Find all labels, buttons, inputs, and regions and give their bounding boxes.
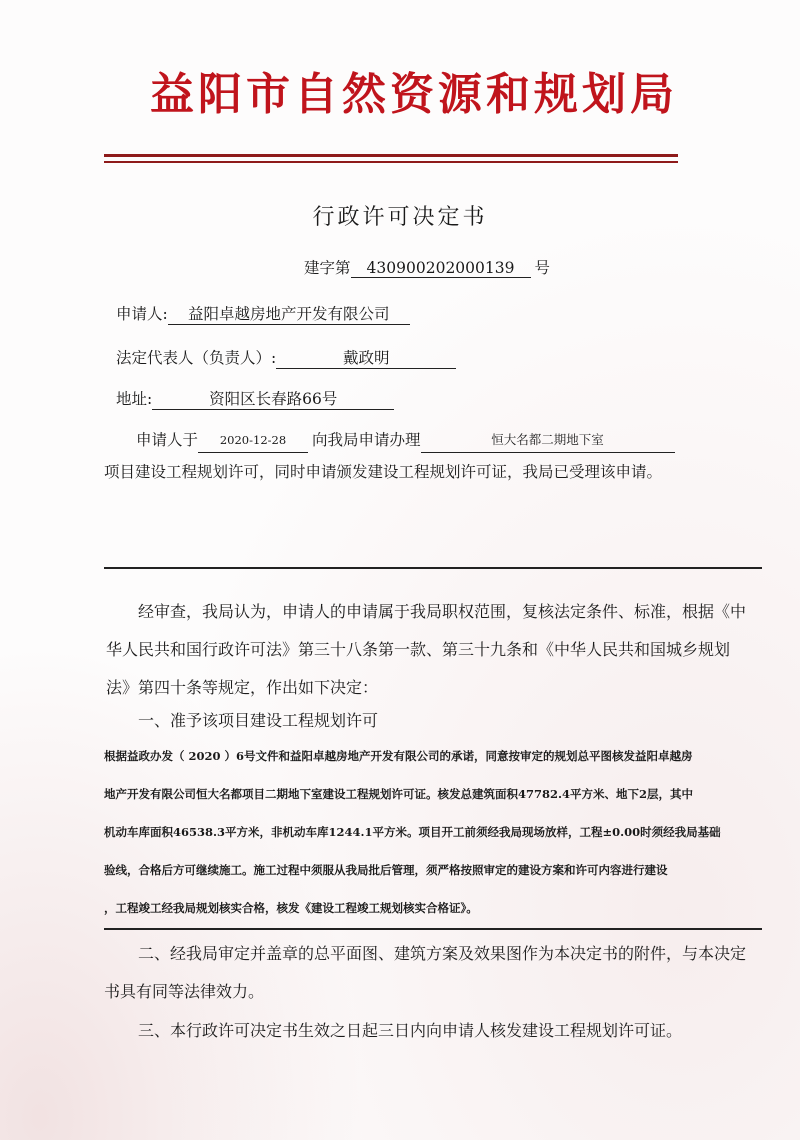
decision-1-line: ，工程竣工经我局规划核实合格，核发《建设工程竣工规划核实合格证》。 <box>104 901 478 915</box>
document-number-suffix: 号 <box>534 259 551 277</box>
legal-rep-value: 戴政明 <box>276 346 456 369</box>
applicant-label: 申请人: <box>116 305 168 323</box>
decision-3: 三、本行政许可决定书生效之日起三日内向申请人核发建设工程规划许可证。 <box>138 1021 683 1040</box>
divider-bottom <box>104 928 762 930</box>
review-paragraph <box>106 593 766 707</box>
review-line-1: 经审查，我局认为，申请人的申请属于我局职权范围，复核法定条件、标准，根据《中 <box>138 602 747 621</box>
legal-rep-field <box>116 346 456 369</box>
document-title: 行政许可决定书 <box>312 205 488 230</box>
decision-1-line: 机动车库面积46538.3平方米，非机动车库1244.1平方米。项目开工前须经我局现场放样，工程±0.00时须经我局基础 <box>104 825 721 839</box>
document-number-prefix: 建字第 <box>304 259 351 277</box>
legal-rep-label: 法定代表人（负责人）: <box>116 349 277 367</box>
header-rule-thick <box>104 154 678 157</box>
review-line-3: 法》第四十条等规定，作出如下决定： <box>106 678 379 697</box>
decision-1-heading: 一、准予该项目建设工程规划许可 <box>138 711 379 730</box>
agency-name: 益阳市自然资源和规划局 <box>150 69 678 120</box>
application-continuation: 项目建设工程规划许可，同时申请颁发建设工程规划许可证，我局已受理该申请。 <box>104 463 663 481</box>
address-label: 地址: <box>116 390 153 408</box>
applicant-field <box>116 302 410 325</box>
document-number-value: 430900202000139 <box>351 259 531 278</box>
decision-1-line: 根据益政办发（ 2020 ）6号文件和益阳卓越房地产开发有限公司的承诺，同意按审定的规划总平图核发益阳卓越房 <box>104 749 693 763</box>
applicant-value: 益阳卓越房地产开发有限公司 <box>168 302 410 325</box>
review-line-2: 华人民共和国行政许可法》第三十八条第一款、第三十九条和《中华人民共和国城乡规划 <box>106 640 731 659</box>
application-text-before-date: 申请人于 <box>136 431 199 449</box>
decision-2-line-2: 书具有同等法律效力。 <box>104 982 265 1001</box>
decision-2-line-1: 二、经我局审定并盖章的总平面图、建筑方案及效果图作为本决定书的附件，与本决定 <box>138 944 747 963</box>
application-text-after-date: 向我局申请办理 <box>312 431 421 449</box>
divider-top <box>104 567 762 569</box>
decision-2 <box>104 935 764 1011</box>
decision-1-line: 验线，合格后方可继续施工。施工过程中须服从我局批后管理，须严格按照审定的建设方案和许可内容进行建设 <box>104 863 668 877</box>
address-field <box>116 387 394 410</box>
decision-1-line: 地产开发有限公司恒大名都项目二期地下室建设工程规划许可证。核发总建筑面积47782.4平方米、地下2层，其中 <box>104 787 694 801</box>
application-date: 2020-12-28 <box>198 428 308 453</box>
header-rule-thin <box>104 161 678 163</box>
document-number <box>304 256 550 278</box>
application-line <box>136 428 675 453</box>
decision-1-details <box>104 737 764 927</box>
application-project: 恒大名都二期地下室 <box>421 428 675 453</box>
address-value: 资阳区长春路66号 <box>152 387 394 410</box>
